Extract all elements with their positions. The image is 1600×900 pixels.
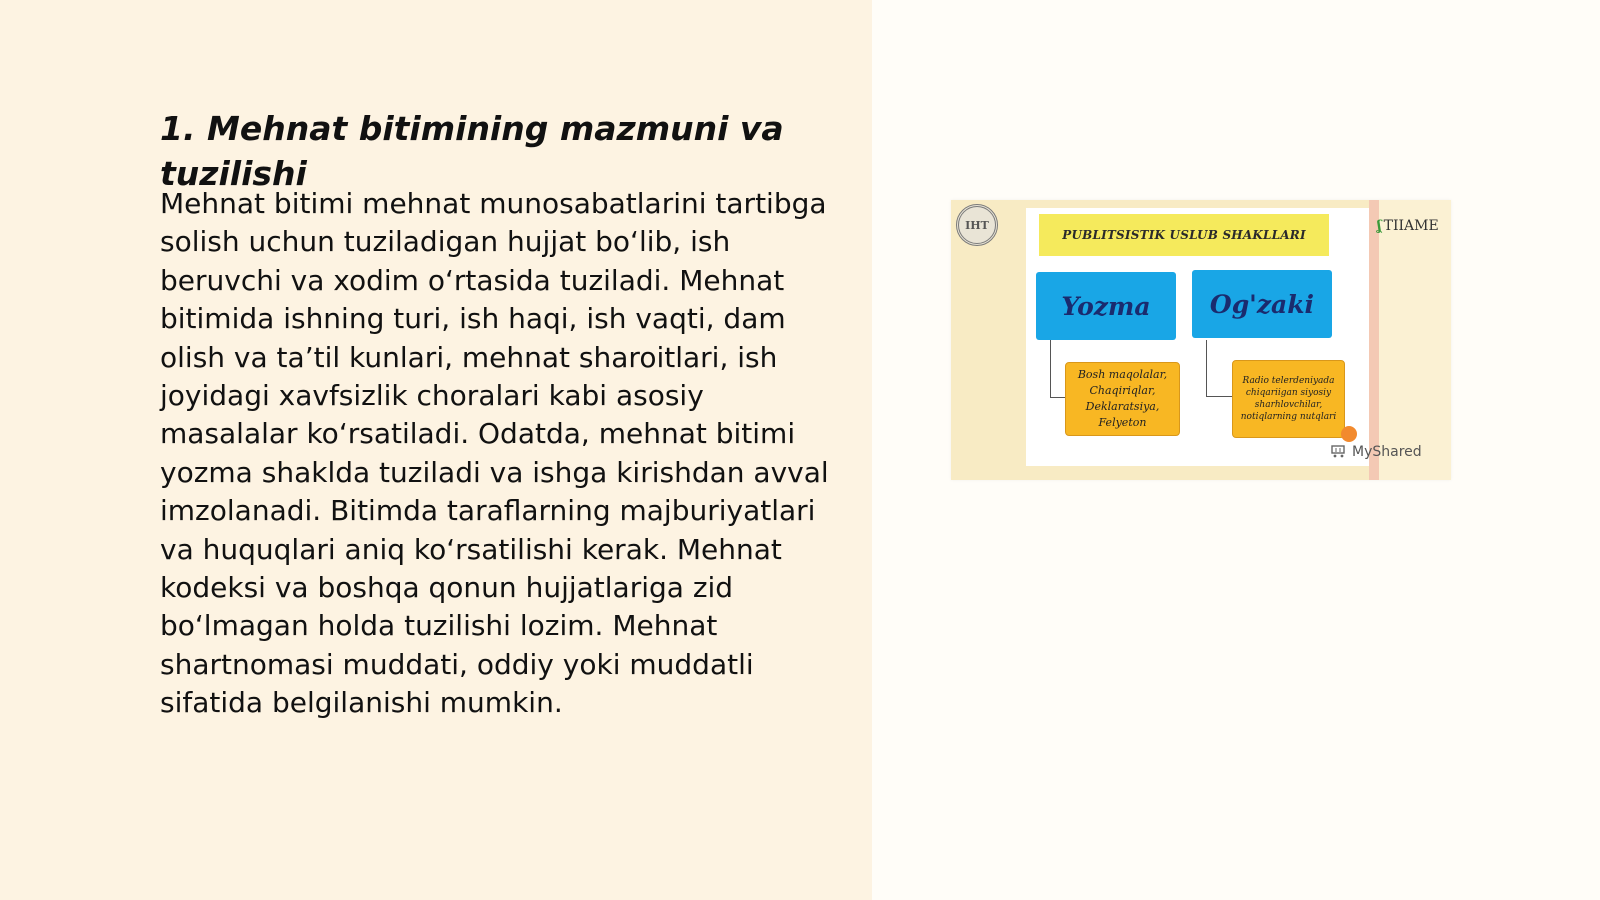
diagram-items-left: Bosh maqolalar, Chaqiriqlar, Deklaratsiya, Felyeton bbox=[1065, 362, 1180, 436]
image-stripe bbox=[1369, 200, 1379, 480]
image-side-panel bbox=[1379, 200, 1451, 480]
diagram-items-right: Radio telerdeniyada chiqariigan siyosiy sharhlovchilar, notiqlarning nutqlari bbox=[1232, 360, 1345, 438]
myshared-text: MyShared bbox=[1352, 444, 1422, 460]
diagram-box-ogzaki: Og'zaki bbox=[1192, 270, 1332, 338]
university-seal-icon: IHT bbox=[956, 204, 998, 246]
orange-dot-icon bbox=[1341, 426, 1357, 442]
connector-line-right bbox=[1206, 340, 1233, 397]
tiiame-logo bbox=[1377, 218, 1451, 234]
myshared-watermark bbox=[1331, 444, 1422, 460]
slide-title: 1. Mehnat bitimining mazmuni va tuzilishi bbox=[160, 109, 784, 193]
cart-icon bbox=[1331, 444, 1347, 458]
leaf-icon: ʆ bbox=[1377, 218, 1382, 234]
slide-body-text: Mehnat bitimi mehnat munosabatlarini tartibga solish uchun tuziladigan hujjat bo‘lib, ish beruvchi va xodim o‘rtasida tuziladi. Mehnat bitimida ishning turi, ish haqi, ish vaqti, dam olish va ta’til kunlari, mehnat sharoitlari, ish joyidagi xavfsizlik choralari kabi asosiy masalalar ko‘rsatiladi. Odatda, mehnat bitimi yozma shaklda tuziladi va ishga kirishdan avval imzolanadi. Bitimda taraflarning majburiyatlari va huquqlari aniq ko‘rsatilishi kerak. Mehnat kodeksi va boshqa qonun hujjatlariga zid bo‘lmagan holda tuzilishi lozim. Mehnat shartnomasi muddati, oddiy yoki muddatli sifatida belgilanishi mumkin. bbox=[160, 187, 829, 720]
tiiame-logo-text: TIIAME bbox=[1383, 218, 1439, 234]
diagram-box-yozma: Yozma bbox=[1036, 272, 1176, 340]
diagram-image bbox=[951, 200, 1451, 480]
diagram-header: PUBLITSISTIK USLUB SHAKLLARI bbox=[1039, 214, 1329, 256]
